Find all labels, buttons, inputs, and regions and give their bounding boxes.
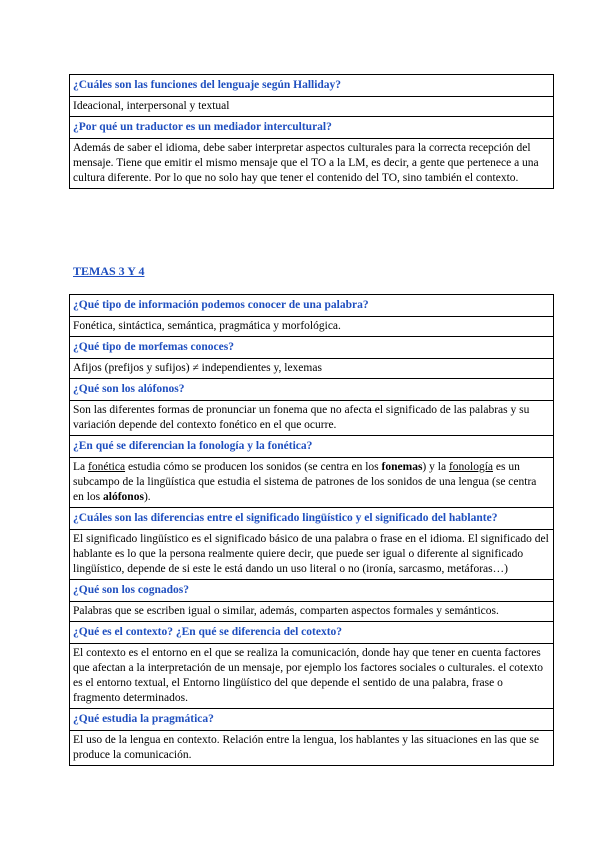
answer-cognados: Palabras que se escriben igual o similar, además, comparten aspectos formales y semánticos. <box>70 602 553 622</box>
question-pragmatica: ¿Qué estudia la pragmática? <box>70 709 553 731</box>
answer-significado: El significado lingüístico es el significado básico de una palabra o frase en el idioma. El significado del hablante es lo que la persona realmente quiere decir, que puede ser igual o diferente al significado lingüístico, depende de si este le está dando un uso literal o no (ironía, sarcasmo, metáforas…) <box>70 530 553 580</box>
answer-halliday: Ideacional, interpersonal y textual <box>70 97 553 117</box>
question-mediador: ¿Por qué un traductor es un mediador intercultural? <box>70 117 553 139</box>
answer-contexto: El contexto es el entorno en el que se realiza la comunicación, donde hay que tener en cuenta factores que afectan a la interpretación de un mensaje, por ejemplo los factores sociales o culturales. el cotexto es el entorno textual, el Entorno lingüístico del que depende el sentido de una palabra, frase o fragmento determinados. <box>70 644 553 709</box>
question-informacion: ¿Qué tipo de información podemos conocer de una palabra? <box>70 295 553 317</box>
question-contexto: ¿Qué es el contexto? ¿En qué se diferencia del cotexto? <box>70 622 553 644</box>
fonemas-term: fonemas <box>381 461 423 473</box>
section-heading: TEMAS 3 Y 4 <box>73 264 145 278</box>
answer-alofonos: Son las diferentes formas de pronunciar un fonema que no afecta el significado de las palabras y su variación depende del contexto fonético en el que ocurre. <box>70 401 553 436</box>
qa-table-1 <box>69 74 554 189</box>
qa-table-2 <box>69 294 554 766</box>
question-halliday: ¿Cuáles son las funciones del lenguaje según Halliday? <box>70 75 553 97</box>
answer-fonologia: La fonética estudia cómo se producen los sonidos (se centra en los fonemas) y la fonología es un subcampo de la lingüística que estudia el sistema de patrones de los sonidos de una lengua (se centra en los alófonos). <box>70 458 553 508</box>
answer-morfemas: Afijos (prefijos y sufijos) ≠ independientes y, lexemas <box>70 359 553 379</box>
question-fonologia: ¿En qué se diferencian la fonología y la fonética? <box>70 436 553 458</box>
question-significado: ¿Cuáles son las diferencias entre el significado lingüístico y el significado del hablante? <box>70 508 553 530</box>
answer-informacion: Fonética, sintáctica, semántica, pragmática y morfológica. <box>70 317 553 337</box>
question-alofonos: ¿Qué son los alófonos? <box>70 379 553 401</box>
question-morfemas: ¿Qué tipo de morfemas conoces? <box>70 337 553 359</box>
fonologia-term: fonología <box>448 461 494 473</box>
answer-pragmatica: El uso de la lengua en contexto. Relación entre la lengua, los hablantes y las situaciones en las que se produce la comunicación. <box>70 731 553 766</box>
answer-mediador: Además de saber el idioma, debe saber interpretar aspectos culturales para la correcta recepción del mensaje. Tiene que emitir el mismo mensaje que el TO a la LM, es decir, a gente que pertenece a una cultura diferente. Por lo que no solo hay que tener el contenido del TO, sino también el contexto. <box>70 139 553 189</box>
alofonos-term: alófonos <box>103 491 144 503</box>
fonetica-term: fonética <box>88 461 126 473</box>
question-cognados: ¿Qué son los cognados? <box>70 580 553 602</box>
